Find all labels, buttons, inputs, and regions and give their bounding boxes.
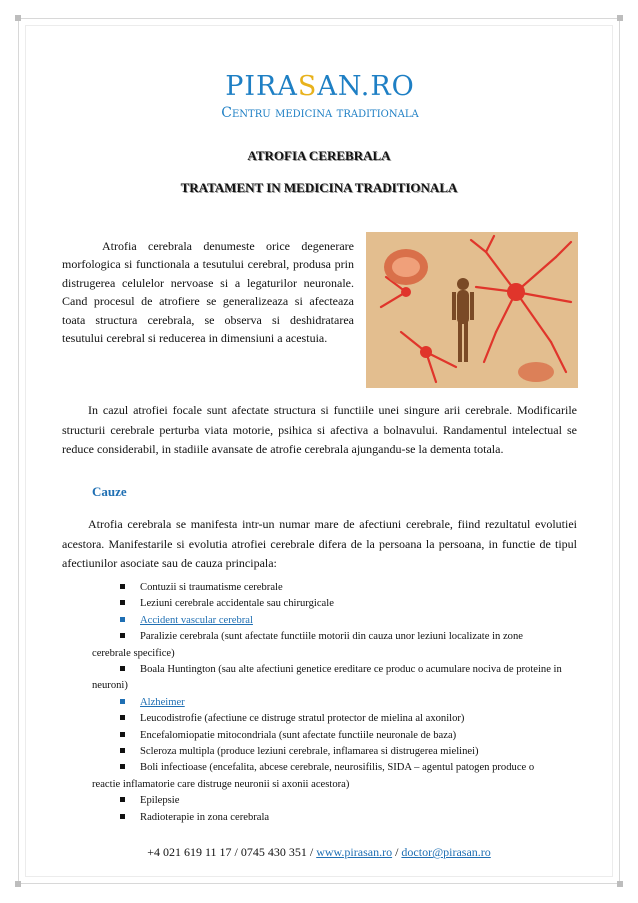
footer-phones: +4 021 619 11 17 / 0745 430 351 / bbox=[147, 845, 317, 859]
cause-link[interactable]: Alzheimer bbox=[140, 696, 185, 708]
page-title: ATROFIA CEREBRALA bbox=[247, 148, 391, 163]
cause-list-item[interactable] bbox=[92, 613, 562, 629]
cause-list-item[interactable] bbox=[92, 695, 562, 711]
bullet-icon bbox=[120, 748, 125, 753]
cause-list-item bbox=[92, 629, 562, 662]
paragraph-focal-atrophy: In cazul atrofiei focale sunt afectate structura si functiile unei singure arii cerebrale. Modificarile structurii cerebrale perturba viata motorie, psihica si afectiva a bolnavului. Randamentul intelectual se reduce considerabil, in stadiile avansate de atrofie cerebrala ajungandu-se la dementa totala. bbox=[62, 403, 577, 456]
cause-list-item bbox=[92, 580, 562, 596]
cause-text: Contuzii si traumatisme cerebrale bbox=[140, 582, 283, 593]
cause-text: Boli infectioase (encefalita, abcese cerebrale, neurosifilis, SIDA – agentul patogen produce o reactie inflamatorie care distruge neuronii si axonii acestora) bbox=[92, 762, 535, 790]
logo-subtitle: Centru medicina traditionala bbox=[221, 105, 419, 121]
corner-ornament bbox=[617, 881, 623, 887]
section-heading-causes: Cauze bbox=[92, 484, 127, 499]
bullet-icon bbox=[120, 699, 125, 704]
cause-text: Radioterapie in zona cerebrala bbox=[140, 811, 270, 823]
corner-ornament bbox=[15, 15, 21, 21]
cause-list-item bbox=[92, 810, 562, 826]
cause-link[interactable]: Accident vascular cerebral bbox=[140, 614, 253, 626]
causes-list bbox=[92, 580, 562, 826]
cause-text: Paralizie cerebrala (sunt afectate functiile motorii din cauza unor leziuni localizate in zone cerebrale specifice) bbox=[92, 631, 523, 659]
cause-text: Leziuni cerebrale accidentale sau chirurgicale bbox=[140, 598, 334, 610]
bullet-icon bbox=[120, 715, 125, 720]
bullet-icon bbox=[120, 584, 125, 589]
cause-list-item bbox=[92, 728, 562, 744]
cause-list-item bbox=[92, 793, 562, 809]
corner-ornament bbox=[15, 881, 21, 887]
footer-email-link[interactable]: doctor@pirasan.ro bbox=[401, 845, 491, 859]
cause-text: Boala Huntington (sau alte afectiuni genetice ereditare ce produc o acumulare nociva de proteine in neuroni) bbox=[92, 664, 562, 692]
cause-list-item bbox=[92, 760, 562, 793]
bullet-icon bbox=[120, 764, 125, 769]
logo-brand: PIRASAN.RO bbox=[225, 71, 415, 102]
bullet-icon bbox=[120, 732, 125, 737]
bullet-icon bbox=[120, 666, 125, 671]
bullet-icon bbox=[120, 633, 125, 638]
intro-paragraph: Atrofia cerebrala denumeste orice degenerare morfologica si functionala a tesutului cerebral, produsa prin distrugerea celulelor nervoase si a legaturilor neuronale. Cand procesul de atrofiere se generalizeaza si afecteaza toata structura cerebrala, se observa si deshidratarea tesutului cerebral si reducerea in dimensiuni a acestuia. bbox=[62, 239, 354, 346]
bullet-icon bbox=[120, 797, 125, 802]
brain-atrophy-illustration bbox=[366, 232, 578, 388]
cause-list-item bbox=[92, 711, 562, 727]
cause-list-item bbox=[92, 662, 562, 695]
footer-separator: / bbox=[392, 845, 402, 859]
footer-contact bbox=[0, 845, 638, 860]
cause-text: Scleroza multipla (produce leziuni cerebrale, inflamarea si distrugerea mielinei) bbox=[140, 746, 479, 758]
paragraph-causes-intro: Atrofia cerebrala se manifesta intr-un numar mare de afectiuni cerebrale, fiind rezultatul evolutiei acestora. Manifestarile si evolutia atrofiei cerebrale difera de la persoana la persoana, in functie de tipul afectiunilor asociate sau de cauza principala: bbox=[62, 517, 577, 570]
bullet-icon bbox=[120, 814, 125, 819]
site-logo bbox=[200, 72, 440, 122]
cause-text: Leucodistrofie (afectiune ce distruge stratul protector de mielina al axonilor) bbox=[140, 713, 465, 725]
bullet-icon bbox=[120, 617, 125, 622]
cause-text: Epilepsie bbox=[140, 795, 180, 807]
page-subtitle: TRATAMENT IN MEDICINA TRADITIONALA bbox=[180, 180, 458, 195]
cause-list-item bbox=[92, 744, 562, 760]
footer-website-link[interactable]: www.pirasan.ro bbox=[316, 845, 393, 859]
cause-list-item bbox=[92, 596, 562, 612]
corner-ornament bbox=[617, 15, 623, 21]
bullet-icon bbox=[120, 600, 125, 605]
cause-text: Encefalomiopatie mitocondriala (sunt afectate functiile neuronale de baza) bbox=[140, 729, 457, 741]
